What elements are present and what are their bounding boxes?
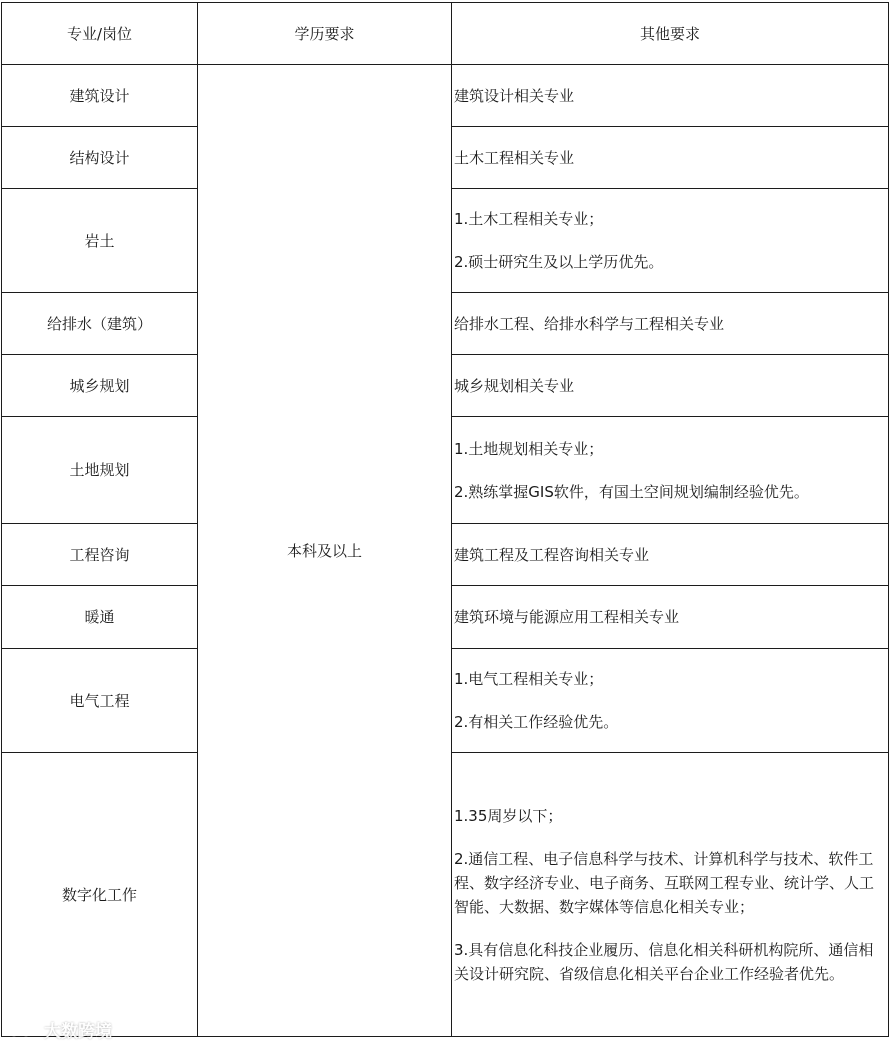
major-cell: 电气工程 xyxy=(2,649,198,753)
major-cell: 岩土 xyxy=(2,189,198,293)
other-cell xyxy=(452,649,889,753)
other-cell xyxy=(452,355,889,417)
major-cell: 工程咨询 xyxy=(2,524,198,586)
major-cell: 建筑设计 xyxy=(2,65,198,127)
requirement-line: 建筑工程及工程咨询相关专业 xyxy=(454,545,650,564)
requirement-line: 1.土木工程相关专业； xyxy=(454,210,604,228)
requirement-line: 1.土地规划相关专业； xyxy=(454,439,604,458)
major-cell: 暖通 xyxy=(2,586,198,649)
other-cell xyxy=(452,524,889,586)
watermark-logo-icon xyxy=(6,1018,38,1040)
requirement-line: 给排水工程、给排水科学与工程相关专业 xyxy=(454,314,725,333)
major-cell: 土地规划 xyxy=(2,417,198,524)
other-cell xyxy=(452,189,889,293)
requirement-line: 2.硕士研究生及以上学历优先。 xyxy=(454,253,664,271)
other-cell xyxy=(452,127,889,189)
requirement-line: 1.电气工程相关专业； xyxy=(454,670,604,688)
major-cell: 数字化工作 xyxy=(2,753,198,1037)
requirement-line: 土木工程相关专业 xyxy=(454,148,575,167)
other-cell xyxy=(452,417,889,524)
education-cell: 本科及以上 xyxy=(198,65,452,1037)
requirement-line: 2.通信工程、电子信息科学与技术、计算机科学与技术、软件工程、数字经济专业、电子商务、互联网工程专业、统计学、人工智能、大数据、数字媒体等信息化相关专业； xyxy=(454,849,875,916)
major-cell: 城乡规划 xyxy=(2,355,198,417)
header-row xyxy=(2,3,889,65)
table-row xyxy=(2,65,889,127)
other-cell xyxy=(452,65,889,127)
requirements-table xyxy=(1,2,889,1037)
other-cell xyxy=(452,293,889,355)
watermark xyxy=(6,1016,112,1042)
major-cell: 结构设计 xyxy=(2,127,198,189)
requirement-line: 城乡规划相关专业 xyxy=(454,376,575,395)
other-cell xyxy=(452,586,889,649)
header-major: 专业/岗位 xyxy=(2,3,198,65)
requirement-line: 建筑环境与能源应用工程相关专业 xyxy=(454,608,680,626)
watermark-text: 大数跨境 xyxy=(44,1021,112,1042)
requirement-line: 1.35周岁以下； xyxy=(454,806,563,825)
other-cell xyxy=(452,753,889,1037)
requirement-line: 2.有相关工作经验优先。 xyxy=(454,713,619,731)
requirement-line: 2.熟练掌握GIS软件，有国土空间规划编制经验优先。 xyxy=(454,482,809,501)
requirement-line: 3.具有信息化科技企业履历、信息化相关科研机构院所、通信相关设计研究院、省级信息化相关平台企业工作经验者优先。 xyxy=(454,940,874,983)
header-education: 学历要求 xyxy=(198,3,452,65)
requirement-line: 建筑设计相关专业 xyxy=(454,86,575,105)
major-cell: 给排水（建筑） xyxy=(2,293,198,355)
header-other: 其他要求 xyxy=(452,3,889,65)
